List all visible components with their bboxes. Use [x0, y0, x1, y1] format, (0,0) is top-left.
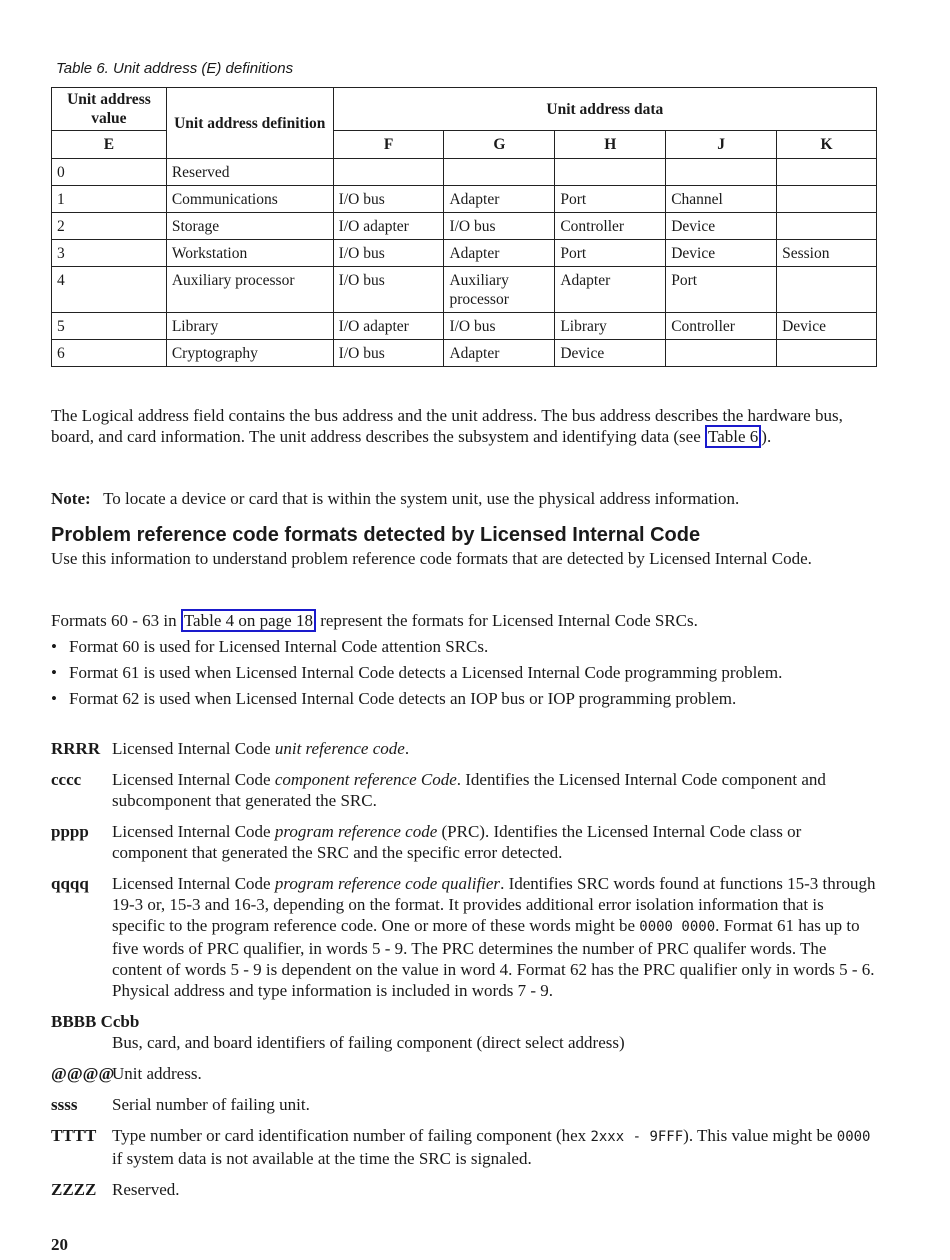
table-row	[52, 267, 877, 313]
description	[112, 738, 877, 759]
cell-f: I/O bus	[333, 340, 444, 367]
term: TTTT	[51, 1126, 97, 1145]
cell-j: Device	[666, 240, 777, 267]
cell-definition: Library	[166, 313, 333, 340]
description	[112, 821, 877, 863]
desc-text: if system data is not available at the time the SRC is signaled.	[112, 1149, 532, 1168]
logical-text-after: ).	[761, 427, 772, 446]
term: @@@@	[51, 1064, 115, 1083]
description: Reserved.	[112, 1180, 180, 1199]
bullet-text: Format 62 is used when Licensed Internal Code detects an IOP bus or IOP programming problem.	[69, 689, 737, 708]
list-item	[51, 662, 877, 683]
desc-emphasis: program reference code qualifier	[274, 874, 501, 893]
format-bullet-list	[51, 636, 877, 714]
cell-f: I/O bus	[333, 267, 444, 313]
desc-text: . Format 61 has up to five words of PRC qualifier, in words 5 - 9. The PRC determines the number of PRC qualifer words. The content of words 5 - 9 is dependent on the value in word 4. Format 62 has the PRC qualifier only in words 5 - 6. Physical address and type information is included in words 7 - 9.	[112, 916, 875, 1000]
table-row	[52, 213, 877, 240]
cell-g: Adapter	[444, 240, 555, 267]
desc-emphasis: unit reference code	[274, 739, 405, 758]
unit-address-table	[51, 87, 877, 367]
header-col-h: H	[555, 131, 666, 159]
definition-rrrr	[51, 738, 877, 759]
table-6-link[interactable]: Table 6	[705, 425, 761, 448]
cell-g: Adapter	[444, 186, 555, 213]
cell-g: I/O bus	[444, 213, 555, 240]
cell-e: 3	[52, 240, 167, 267]
cell-h: Library	[555, 313, 666, 340]
desc-code: 0000 0000	[639, 919, 716, 935]
table-row	[52, 340, 877, 367]
term: ssss	[51, 1095, 78, 1114]
description	[112, 769, 877, 811]
cell-j: Channel	[666, 186, 777, 213]
definition-unit-address	[51, 1063, 877, 1084]
cell-e: 5	[52, 313, 167, 340]
note-label: Note:	[51, 489, 91, 508]
bullet-icon: •	[51, 637, 57, 656]
cell-j	[666, 159, 777, 186]
formats-text-before: Formats 60 - 63 in	[51, 611, 181, 630]
cell-definition: Reserved	[166, 159, 333, 186]
header-col-g: G	[444, 131, 555, 159]
desc-text: . Identifies the Licensed Internal Code component and subcomponent that generated the SRC.	[112, 770, 826, 810]
cell-h: Adapter	[555, 267, 666, 313]
note-paragraph	[51, 488, 877, 509]
description: Serial number of failing unit.	[112, 1095, 310, 1114]
formats-paragraph	[51, 610, 877, 631]
table-row	[52, 240, 877, 267]
cell-h: Controller	[555, 213, 666, 240]
logical-address-paragraph	[51, 405, 877, 447]
term: qqqq	[51, 874, 89, 893]
table-caption: Table 6. Unit address (E) definitions	[56, 60, 294, 77]
section-heading: Problem reference code formats detected by Licensed Internal Code	[51, 524, 701, 546]
cell-h: Port	[555, 240, 666, 267]
desc-emphasis: component reference Code	[274, 770, 457, 789]
desc-text: . Identifies SRC words found at functions 15-3 through 19-3 or, 15-3 and 16-3, depending on the format. It provides additional error isolation information that is specific to the program reference code. One or more of these words might be	[112, 874, 876, 935]
desc-text: Licensed Internal Code	[112, 739, 275, 758]
cell-e: 1	[52, 186, 167, 213]
cell-definition: Storage	[166, 213, 333, 240]
table-row	[52, 186, 877, 213]
desc-text: ). This value might be	[683, 1126, 837, 1145]
header-col-f: F	[333, 131, 444, 159]
cell-g: I/O bus	[444, 313, 555, 340]
term: cccc	[51, 770, 82, 789]
cell-e: 6	[52, 340, 167, 367]
cell-definition: Auxiliary processor	[166, 267, 333, 313]
cell-k	[777, 186, 877, 213]
table-row	[52, 159, 877, 186]
description: Bus, card, and board identifiers of failing component (direct select address)	[112, 1033, 625, 1052]
cell-f: I/O adapter	[333, 213, 444, 240]
header-unit-address-data: Unit address data	[333, 88, 876, 131]
bullet-text: Format 60 is used for Licensed Internal Code attention SRCs.	[69, 637, 489, 656]
note-text: To locate a device or card that is within the system unit, use the physical address information.	[103, 489, 740, 508]
term: BBBB Ccbb	[51, 1012, 140, 1031]
cell-e: 2	[52, 213, 167, 240]
cell-h: Device	[555, 340, 666, 367]
cell-j: Controller	[666, 313, 777, 340]
table-4-link[interactable]: Table 4 on page 18	[181, 609, 316, 632]
bullet-icon: •	[51, 663, 57, 682]
cell-definition: Cryptography	[166, 340, 333, 367]
table-row	[52, 313, 877, 340]
desc-text: .	[404, 739, 410, 758]
cell-f	[333, 159, 444, 186]
header-col-j: J	[666, 131, 777, 159]
header-col-k: K	[777, 131, 877, 159]
cell-k	[777, 159, 877, 186]
definition-tttt	[51, 1125, 877, 1169]
cell-f: I/O bus	[333, 240, 444, 267]
desc-code: 2xxx - 9FFF	[590, 1129, 684, 1145]
desc-text: (PRC). Identifies the Licensed Internal Code class or component that generated the SRC and the specific error detected.	[112, 822, 802, 862]
term: RRRR	[51, 739, 101, 758]
header-unit-address-definition: Unit address definition	[166, 88, 333, 159]
definition-qqqq	[51, 873, 877, 1001]
page-number: 20	[51, 1235, 68, 1254]
cell-f: I/O bus	[333, 186, 444, 213]
definition-zzzz	[51, 1179, 877, 1200]
definition-bbbb	[51, 1011, 877, 1053]
formats-text-after: represent the formats for Licensed Internal Code SRCs.	[315, 611, 698, 630]
cell-j	[666, 340, 777, 367]
cell-k: Device	[777, 313, 877, 340]
description	[112, 1125, 877, 1169]
description: Unit address.	[112, 1064, 202, 1083]
desc-emphasis: program reference code	[274, 822, 438, 841]
cell-definition: Workstation	[166, 240, 333, 267]
list-item	[51, 688, 877, 709]
cell-e: 0	[52, 159, 167, 186]
cell-k	[777, 267, 877, 313]
cell-e: 4	[52, 267, 167, 313]
cell-k	[777, 340, 877, 367]
logical-text-before: The Logical address field contains the bus address and the unit address. The bus address describes the hardware bus, board, and card information. The unit address describes the subsystem and identifying data (see	[51, 406, 843, 446]
bullet-text: Format 61 is used when Licensed Internal Code detects a Licensed Internal Code programming problem.	[69, 663, 783, 682]
header-col-e: E	[52, 131, 167, 159]
desc-code: 0000	[836, 1129, 871, 1145]
cell-g	[444, 159, 555, 186]
cell-definition: Communications	[166, 186, 333, 213]
description	[112, 873, 877, 1001]
definition-ssss	[51, 1094, 877, 1115]
cell-j: Device	[666, 213, 777, 240]
cell-k: Session	[777, 240, 877, 267]
header-unit-address-value: Unit address value	[52, 88, 167, 131]
desc-text: Type number or card identification number of failing component (hex	[112, 1126, 591, 1145]
bullet-icon: •	[51, 689, 57, 708]
section-intro: Use this information to understand problem reference code formats that are detected by Licensed Internal Code.	[51, 549, 812, 568]
cell-j: Port	[666, 267, 777, 313]
cell-g: Adapter	[444, 340, 555, 367]
term: pppp	[51, 822, 89, 841]
cell-f: I/O adapter	[333, 313, 444, 340]
desc-text: Licensed Internal Code	[112, 874, 275, 893]
desc-text: Licensed Internal Code	[112, 822, 275, 841]
term: ZZZZ	[51, 1180, 97, 1199]
list-item	[51, 636, 877, 657]
cell-k	[777, 213, 877, 240]
desc-text: Licensed Internal Code	[112, 770, 275, 789]
definition-pppp	[51, 821, 877, 863]
definition-cccc	[51, 769, 877, 811]
definition-list	[51, 738, 877, 1210]
cell-g: Auxiliary processor	[444, 267, 555, 313]
cell-h: Port	[555, 186, 666, 213]
cell-h	[555, 159, 666, 186]
